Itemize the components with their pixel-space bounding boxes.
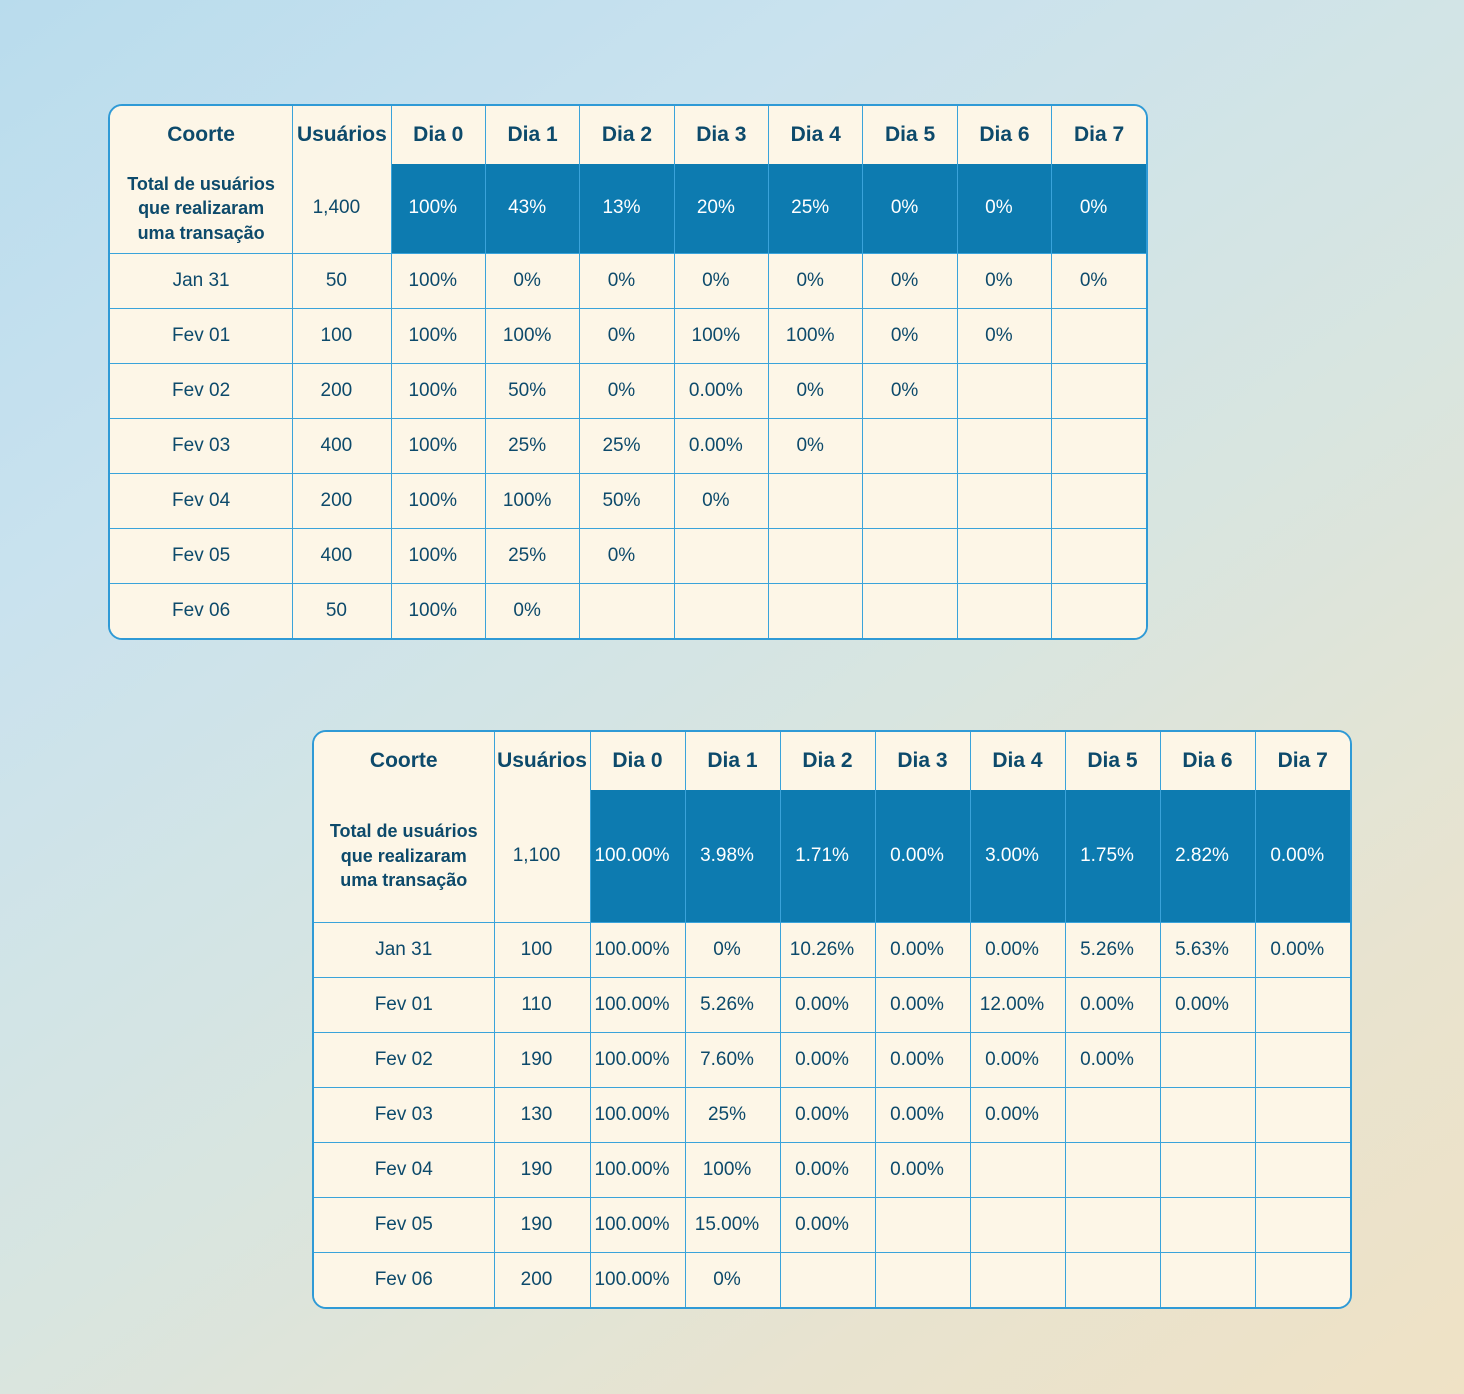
retention-cell-day-7	[1052, 418, 1146, 473]
table-row	[314, 922, 1350, 977]
retention-cell-day-4: 3.00%	[970, 790, 1065, 922]
retention-cell-day-6	[1160, 1087, 1255, 1142]
retention-cell-day-0: 100%	[391, 308, 485, 363]
retention-cell-day-7	[1052, 473, 1146, 528]
retention-cell-day-1: 0%	[485, 583, 579, 638]
retention-cell-day-6	[957, 473, 1051, 528]
retention-cell-day-2: 13%	[580, 164, 674, 253]
retention-cell-day-0: 100.00%	[590, 1087, 685, 1142]
retention-cell-day-4	[970, 1197, 1065, 1252]
retention-cell-day-3	[674, 528, 768, 583]
column-header-dia-6: Dia 6	[957, 106, 1051, 164]
retention-cell-day-3: 0.00%	[674, 418, 768, 473]
retention-cell-day-3: 0%	[674, 253, 768, 308]
column-header-dia-4: Dia 4	[769, 106, 863, 164]
retention-cell-day-4: 0.00%	[970, 1032, 1065, 1087]
retention-cell-day-4	[769, 583, 863, 638]
column-header-dia-7: Dia 7	[1052, 106, 1146, 164]
table-row	[314, 977, 1350, 1032]
retention-cell-day-1: 25%	[685, 1087, 780, 1142]
retention-cell-day-7	[1255, 1032, 1350, 1087]
retention-cell-day-4: 100%	[769, 308, 863, 363]
retention-cell-day-2: 0.00%	[780, 977, 875, 1032]
cohort-label: Fev 02	[314, 1032, 494, 1087]
retention-cell-day-5	[1065, 1197, 1160, 1252]
retention-cell-day-4: 0%	[769, 418, 863, 473]
retention-cell-day-7	[1255, 977, 1350, 1032]
cohort-table-1	[108, 104, 1148, 640]
retention-cell-day-6: 0.00%	[1160, 977, 1255, 1032]
retention-cell-day-5	[1065, 1087, 1160, 1142]
retention-cell-day-6	[957, 583, 1051, 638]
retention-cell-day-3	[875, 1252, 970, 1307]
cohort-users-count: 400	[293, 528, 391, 583]
cohort-users-count: 1,400	[293, 164, 391, 253]
cohort-table-2	[312, 730, 1352, 1309]
table-row	[314, 1142, 1350, 1197]
retention-cell-day-3: 0.00%	[674, 363, 768, 418]
retention-cell-day-7: 0.00%	[1255, 790, 1350, 922]
cohort-users-count: 200	[293, 473, 391, 528]
retention-cell-day-1: 5.26%	[685, 977, 780, 1032]
table-row	[110, 308, 1146, 363]
column-header-dia-7: Dia 7	[1255, 732, 1350, 790]
cohort-label: Fev 04	[314, 1142, 494, 1197]
column-header-dia-3: Dia 3	[674, 106, 768, 164]
retention-cell-day-3: 0.00%	[875, 1087, 970, 1142]
retention-cell-day-5	[863, 583, 957, 638]
retention-cell-day-0: 100%	[391, 583, 485, 638]
cohort-label: Fev 02	[110, 363, 293, 418]
column-header-coorte: Coorte	[110, 106, 293, 164]
table-row	[314, 1197, 1350, 1252]
retention-cell-day-7	[1052, 528, 1146, 583]
retention-cell-day-0: 100%	[391, 363, 485, 418]
table-header-row	[110, 106, 1146, 164]
retention-cell-day-0: 100.00%	[590, 790, 685, 922]
retention-cell-day-3: 0.00%	[875, 790, 970, 922]
cohort-label: Jan 31	[110, 253, 293, 308]
retention-cell-day-3: 100%	[674, 308, 768, 363]
column-header-coorte: Coorte	[314, 732, 494, 790]
retention-cell-day-0: 100%	[391, 164, 485, 253]
retention-cell-day-7: 0.00%	[1255, 922, 1350, 977]
retention-cell-day-7	[1052, 583, 1146, 638]
cohort-heatmap-table	[110, 106, 1146, 638]
cohort-users-count: 50	[293, 253, 391, 308]
retention-cell-day-4: 0.00%	[970, 1087, 1065, 1142]
retention-cell-day-4	[970, 1252, 1065, 1307]
table-row	[110, 528, 1146, 583]
retention-cell-day-2: 0%	[580, 308, 674, 363]
retention-cell-day-5: 0.00%	[1065, 1032, 1160, 1087]
cohort-label: Total de usuários que realizaram uma transação	[314, 790, 494, 922]
retention-cell-day-5: 1.75%	[1065, 790, 1160, 922]
retention-cell-day-7	[1255, 1252, 1350, 1307]
retention-cell-day-6: 5.63%	[1160, 922, 1255, 977]
retention-cell-day-1: 100%	[685, 1142, 780, 1197]
column-header-dia-0: Dia 0	[391, 106, 485, 164]
retention-cell-day-4: 0%	[769, 363, 863, 418]
cohort-label: Fev 06	[110, 583, 293, 638]
retention-cell-day-0: 100.00%	[590, 1142, 685, 1197]
retention-cell-day-7: 0%	[1052, 164, 1146, 253]
cohort-label: Fev 06	[314, 1252, 494, 1307]
column-header-usu-rios: Usuários	[293, 106, 391, 164]
retention-cell-day-6: 0%	[957, 164, 1051, 253]
retention-cell-day-5	[1065, 1142, 1160, 1197]
retention-cell-day-0: 100.00%	[590, 1252, 685, 1307]
retention-cell-day-1: 43%	[485, 164, 579, 253]
retention-cell-day-6: 2.82%	[1160, 790, 1255, 922]
retention-cell-day-1: 25%	[485, 418, 579, 473]
retention-cell-day-1: 0%	[685, 1252, 780, 1307]
cohort-users-count: 190	[494, 1197, 590, 1252]
retention-cell-day-1: 100%	[485, 308, 579, 363]
cohort-label: Fev 05	[314, 1197, 494, 1252]
column-header-dia-5: Dia 5	[863, 106, 957, 164]
retention-cell-day-6	[1160, 1252, 1255, 1307]
retention-cell-day-6	[1160, 1197, 1255, 1252]
retention-cell-day-4	[970, 1142, 1065, 1197]
retention-cell-day-5	[863, 473, 957, 528]
cohort-label: Fev 01	[110, 308, 293, 363]
retention-cell-day-2: 0%	[580, 253, 674, 308]
retention-cell-day-0: 100%	[391, 473, 485, 528]
table-header-row	[314, 732, 1350, 790]
retention-cell-day-5: 0%	[863, 164, 957, 253]
retention-cell-day-6	[957, 418, 1051, 473]
retention-cell-day-2: 0%	[580, 528, 674, 583]
cohort-users-count: 200	[293, 363, 391, 418]
retention-cell-day-7	[1255, 1142, 1350, 1197]
retention-cell-day-4: 25%	[769, 164, 863, 253]
retention-cell-day-1: 100%	[485, 473, 579, 528]
retention-cell-day-6	[957, 528, 1051, 583]
retention-cell-day-4: 12.00%	[970, 977, 1065, 1032]
column-header-dia-4: Dia 4	[970, 732, 1065, 790]
cohort-users-count: 190	[494, 1142, 590, 1197]
retention-cell-day-3: 0.00%	[875, 1142, 970, 1197]
table-row	[314, 1032, 1350, 1087]
retention-cell-day-2: 0.00%	[780, 1087, 875, 1142]
retention-cell-day-5: 5.26%	[1065, 922, 1160, 977]
cohort-users-count: 50	[293, 583, 391, 638]
retention-cell-day-5: 0%	[863, 363, 957, 418]
retention-cell-day-2: 0.00%	[780, 1197, 875, 1252]
retention-cell-day-7	[1052, 308, 1146, 363]
cohort-users-count: 100	[494, 922, 590, 977]
retention-cell-day-3	[674, 583, 768, 638]
retention-cell-day-2: 25%	[580, 418, 674, 473]
retention-cell-day-3	[875, 1197, 970, 1252]
retention-cell-day-6	[1160, 1032, 1255, 1087]
column-header-dia-6: Dia 6	[1160, 732, 1255, 790]
column-header-dia-5: Dia 5	[1065, 732, 1160, 790]
retention-cell-day-4: 0.00%	[970, 922, 1065, 977]
retention-cell-day-2: 10.26%	[780, 922, 875, 977]
retention-cell-day-5	[1065, 1252, 1160, 1307]
retention-cell-day-1: 25%	[485, 528, 579, 583]
column-header-dia-2: Dia 2	[580, 106, 674, 164]
column-header-dia-0: Dia 0	[590, 732, 685, 790]
cohort-label: Fev 03	[314, 1087, 494, 1142]
retention-cell-day-7	[1255, 1087, 1350, 1142]
table-row	[110, 164, 1146, 253]
retention-cell-day-0: 100%	[391, 418, 485, 473]
column-header-dia-3: Dia 3	[875, 732, 970, 790]
retention-cell-day-5: 0.00%	[1065, 977, 1160, 1032]
cohort-label: Fev 03	[110, 418, 293, 473]
retention-cell-day-3: 0%	[674, 473, 768, 528]
retention-cell-day-1: 50%	[485, 363, 579, 418]
retention-cell-day-1: 15.00%	[685, 1197, 780, 1252]
table-row	[110, 253, 1146, 308]
retention-cell-day-6	[1160, 1142, 1255, 1197]
retention-cell-day-4	[769, 473, 863, 528]
cohort-label: Total de usuários que realizaram uma transação	[110, 164, 293, 253]
retention-cell-day-0: 100%	[391, 253, 485, 308]
retention-cell-day-2	[780, 1252, 875, 1307]
table-row	[110, 473, 1146, 528]
retention-cell-day-7	[1255, 1197, 1350, 1252]
retention-cell-day-1: 7.60%	[685, 1032, 780, 1087]
retention-cell-day-1: 0%	[485, 253, 579, 308]
retention-cell-day-2: 0%	[580, 363, 674, 418]
retention-cell-day-3: 20%	[674, 164, 768, 253]
table-row	[314, 790, 1350, 922]
cohort-users-count: 1,100	[494, 790, 590, 922]
cohort-users-count: 130	[494, 1087, 590, 1142]
table-row	[110, 418, 1146, 473]
retention-cell-day-5	[863, 418, 957, 473]
retention-cell-day-0: 100.00%	[590, 977, 685, 1032]
cohort-label: Fev 05	[110, 528, 293, 583]
cohort-users-count: 190	[494, 1032, 590, 1087]
cohort-heatmap-table	[314, 732, 1350, 1307]
retention-cell-day-3: 0.00%	[875, 922, 970, 977]
retention-cell-day-6	[957, 363, 1051, 418]
retention-cell-day-2: 1.71%	[780, 790, 875, 922]
column-header-dia-1: Dia 1	[685, 732, 780, 790]
retention-cell-day-0: 100.00%	[590, 922, 685, 977]
retention-cell-day-3: 0.00%	[875, 1032, 970, 1087]
cohort-users-count: 110	[494, 977, 590, 1032]
retention-cell-day-4	[769, 528, 863, 583]
retention-cell-day-3: 0.00%	[875, 977, 970, 1032]
retention-cell-day-5	[863, 528, 957, 583]
retention-cell-day-7: 0%	[1052, 253, 1146, 308]
cohort-label: Jan 31	[314, 922, 494, 977]
retention-cell-day-0: 100%	[391, 528, 485, 583]
retention-cell-day-6: 0%	[957, 253, 1051, 308]
retention-cell-day-6: 0%	[957, 308, 1051, 363]
column-header-dia-1: Dia 1	[485, 106, 579, 164]
retention-cell-day-1: 0%	[685, 922, 780, 977]
retention-cell-day-2: 50%	[580, 473, 674, 528]
cohort-users-count: 100	[293, 308, 391, 363]
cohort-label: Fev 04	[110, 473, 293, 528]
column-header-usu-rios: Usuários	[494, 732, 590, 790]
retention-cell-day-5: 0%	[863, 308, 957, 363]
retention-cell-day-2: 0.00%	[780, 1032, 875, 1087]
retention-cell-day-2	[580, 583, 674, 638]
column-header-dia-2: Dia 2	[780, 732, 875, 790]
retention-cell-day-7	[1052, 363, 1146, 418]
retention-cell-day-4: 0%	[769, 253, 863, 308]
cohort-users-count: 400	[293, 418, 391, 473]
table-row	[110, 583, 1146, 638]
cohort-label: Fev 01	[314, 977, 494, 1032]
retention-cell-day-2: 0.00%	[780, 1142, 875, 1197]
retention-cell-day-5: 0%	[863, 253, 957, 308]
retention-cell-day-1: 3.98%	[685, 790, 780, 922]
retention-cell-day-0: 100.00%	[590, 1197, 685, 1252]
cohort-users-count: 200	[494, 1252, 590, 1307]
retention-cell-day-0: 100.00%	[590, 1032, 685, 1087]
table-row	[110, 363, 1146, 418]
table-row	[314, 1252, 1350, 1307]
table-row	[314, 1087, 1350, 1142]
